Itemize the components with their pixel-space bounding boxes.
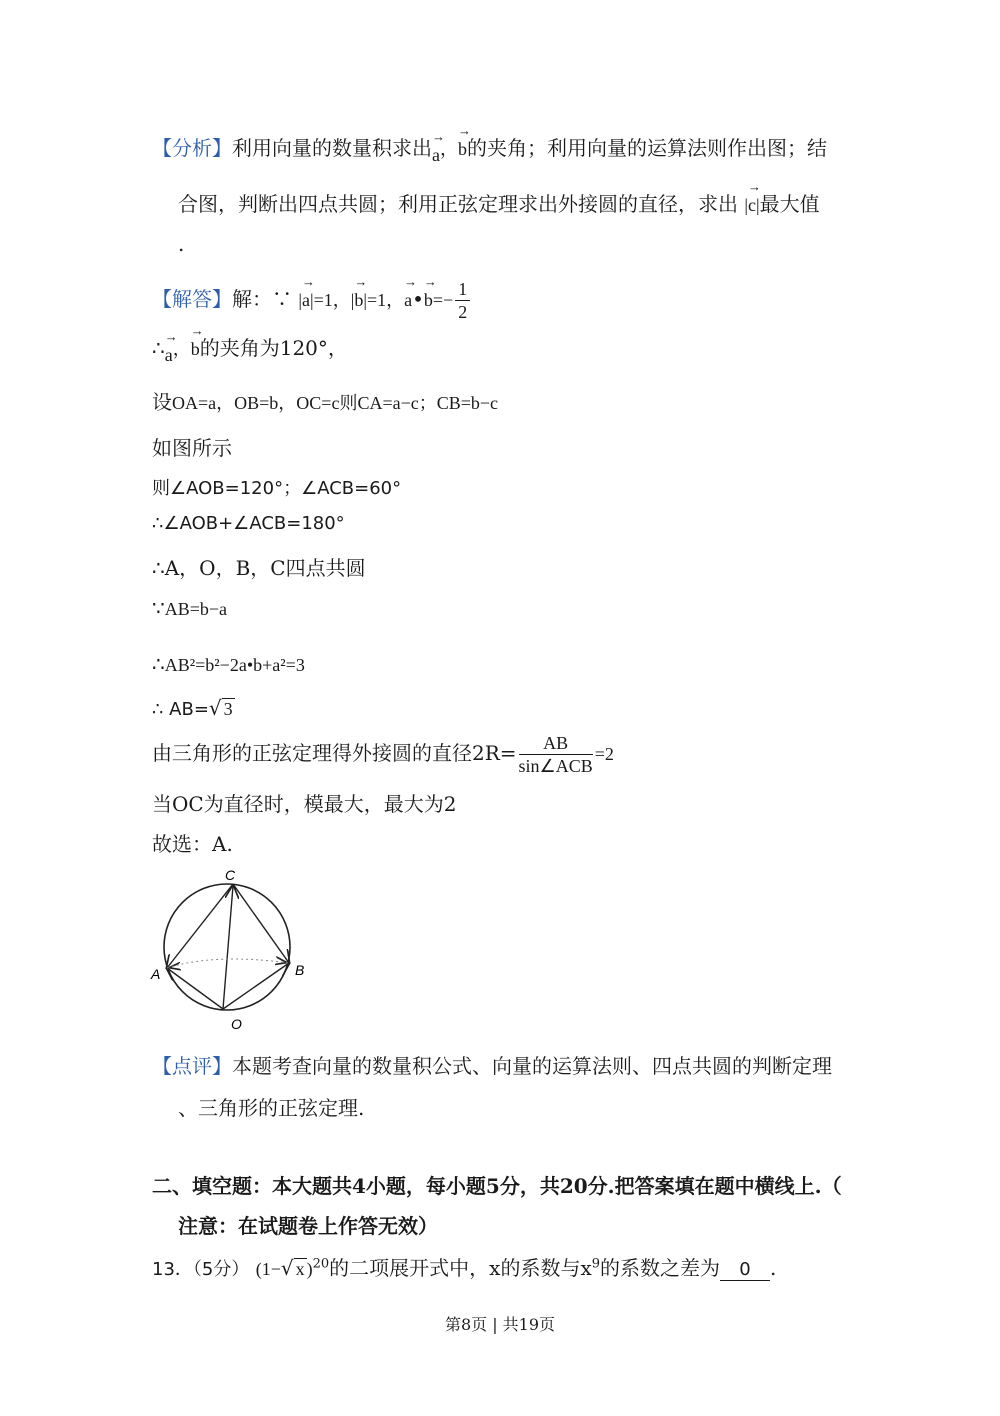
solution-line1: 【解答】解：∵ |→ a|=1，|→ b|=1，→ a•→ b=− $\frac{1}{2}$ — [152, 278, 472, 323]
vector-oc — [223, 886, 233, 1009]
solution-line8: ∵AB=b−a — [152, 596, 228, 620]
label-c: C — [225, 867, 236, 883]
page-footer: 第8页 | 共19页 — [444, 1315, 556, 1334]
solution-line9: ∴AB²=b²−2a•b+a²=3 — [152, 652, 305, 676]
label-a: A — [151, 966, 161, 982]
section2-note: 注意：在试题卷上作答无效） — [178, 1214, 438, 1238]
solution-line13: 故选：A. — [152, 832, 233, 856]
solution-line6: ∴∠AOB+∠ACB=180° — [152, 513, 345, 534]
solution-line2: ∴→ a，→ b的夹角为120°， — [152, 332, 348, 361]
comment-line1: 【点评】本题考查向量的数量积公式、向量的运算法则、四点共圆的判断定理 — [152, 1054, 832, 1078]
dotted-ab — [167, 959, 289, 968]
comment-tag: 【点评】 — [152, 1054, 232, 1078]
solution-line12: 当OC为直径时，模最大，最大为2 — [152, 792, 457, 816]
solution-line3: 设OA=a，OB=b，OC=c则CA=a−c；CB=b−c — [152, 390, 499, 414]
solution-line4: 如图所示 — [152, 436, 232, 460]
vector-cb — [233, 884, 289, 963]
fraction-half: $\frac{1}{2}$ — [455, 278, 470, 323]
analysis-line2: 合图，判断出四点共圆；利用正弦定理求出外接圆的直径，求出 |→ c|最大值 — [178, 188, 820, 217]
answer-blank: 0 — [720, 1259, 770, 1281]
vector-oa — [167, 968, 223, 1009]
vector-ca — [167, 884, 233, 968]
solution-tag: 【解答】 — [152, 287, 232, 311]
circle-figure — [145, 865, 315, 1040]
analysis-tag: 【分析】 — [152, 136, 232, 160]
solution-line5: 则∠AOB=120°；∠ACB=60° — [152, 478, 402, 499]
comment-line2: 、三角形的正弦定理. — [178, 1096, 365, 1120]
question-13: 13．（5分） (1−√ x )$^{20}$的二项展开式中，x的系数与$x^9$的系数之差为 0 . — [152, 1256, 777, 1280]
solution-line11: 由三角形的正弦定理得外接圆的直径2R= $\frac{AB}{\text{sin∠ACB}}$ =2 — [152, 733, 614, 776]
analysis-line3: . — [178, 232, 185, 256]
solution-line10: ∴ AB=√ 3 — [152, 696, 233, 720]
analysis-line1: 【分析】利用向量的数量积求出→ a，→ b的夹角；利用向量的运算法则作出图；结 — [152, 132, 827, 161]
label-o: O — [231, 1016, 242, 1032]
label-b: B — [295, 962, 305, 978]
section2-heading: 二、填空题：本大题共4小题，每小题5分，共20分.把答案填在题中横线上.（ — [152, 1174, 842, 1198]
fraction-sine-law: $\frac{AB}{\text{sin∠ACB}}$ — [518, 733, 593, 776]
solution-line7: ∴A，O，B，C四点共圆 — [152, 556, 366, 580]
